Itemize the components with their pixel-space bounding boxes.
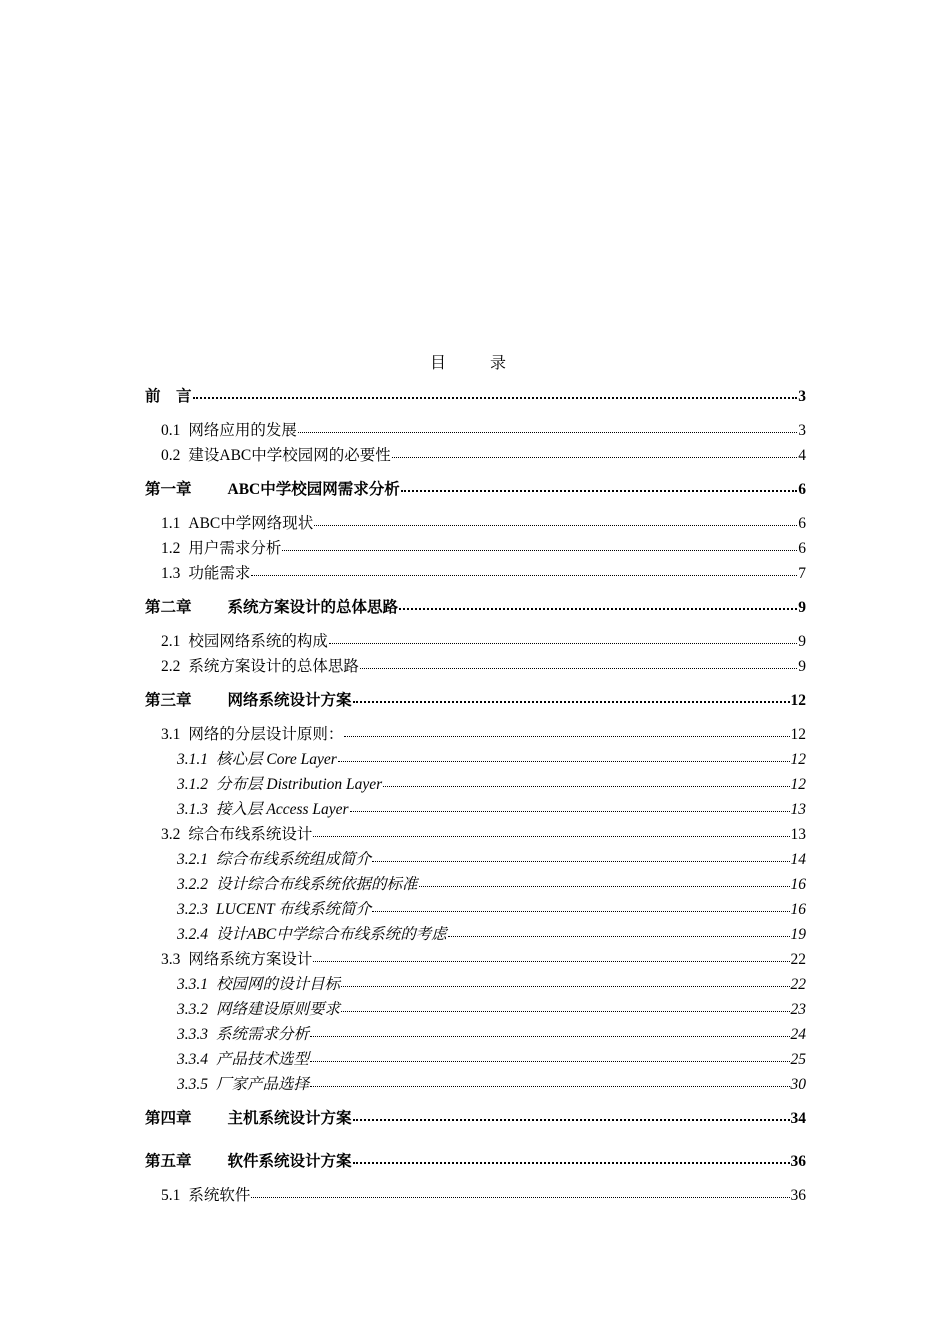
dot-leader — [350, 810, 790, 812]
dot-leader — [401, 489, 798, 492]
toc-entry-number: 3.3.4 — [177, 1051, 208, 1068]
toc-entry-page-number: 13 — [790, 801, 806, 818]
toc-entry-title: 网络的分层设计原则： — [188, 726, 344, 743]
toc-entry-section[interactable] — [145, 1183, 806, 1208]
toc-entry-section[interactable] — [145, 511, 806, 536]
toc-entry-number: 3.2.3 — [177, 901, 208, 918]
toc-entry-title: 功能需求 — [188, 565, 251, 582]
toc-entry-number: 1.1 — [161, 515, 181, 532]
dot-leader — [310, 1060, 789, 1062]
toc-entry-section[interactable] — [145, 561, 806, 586]
toc-title: 目 录 — [429, 355, 520, 372]
toc-entry-number: 3.1.1 — [177, 751, 208, 768]
toc-entry-page-number: 16 — [790, 901, 806, 918]
toc-entry-chapter[interactable] — [145, 688, 806, 722]
dot-leader — [193, 396, 798, 399]
toc-entry-page-number: 22 — [790, 951, 806, 968]
toc-entry-page-number: 12 — [790, 692, 806, 709]
toc-entry-section[interactable] — [145, 722, 806, 747]
toc-entry-page-number: 16 — [790, 876, 806, 893]
toc-entry-number: 3.2 — [161, 826, 181, 843]
toc-entry-number: 3.3.1 — [177, 976, 208, 993]
toc-entry-number: 3.3.2 — [177, 1001, 208, 1018]
dot-leader — [341, 985, 789, 987]
toc-entry-page-number: 3 — [798, 422, 806, 439]
toc-entry-chapter[interactable] — [145, 1149, 806, 1183]
toc-entry-title: 系统方案设计的总体思路 — [227, 599, 399, 616]
toc-entry-title: 系统软件 — [188, 1187, 251, 1204]
toc-entry-chapter[interactable] — [145, 1106, 806, 1140]
toc-entry-sub[interactable] — [145, 922, 806, 947]
toc-entry-title: 建设ABC中学校园网的必要性 — [188, 447, 391, 464]
dot-leader — [448, 935, 790, 937]
toc-entry-title: 网络系统设计方案 — [227, 692, 352, 709]
toc-entry-number: 3.3 — [161, 951, 181, 968]
toc-entry-title: 设计ABC中学综合布线系统的考虑 — [216, 926, 447, 943]
toc-entry-page-number: 36 — [790, 1153, 806, 1170]
dot-leader — [313, 835, 789, 837]
toc-entry-page-number: 34 — [790, 1110, 806, 1127]
dot-leader — [372, 860, 789, 862]
toc-entry-title: 网络建设原则要求 — [216, 1001, 341, 1018]
toc-entry-title: 校园网的设计目标 — [216, 976, 341, 993]
toc-entry-title: 产品技术选型 — [216, 1051, 310, 1068]
toc-entry-number: 5.1 — [161, 1187, 181, 1204]
dot-leader — [353, 1118, 790, 1121]
toc-entry-section[interactable] — [145, 654, 806, 679]
toc-entry-sub[interactable] — [145, 772, 806, 797]
toc-entry-page-number: 6 — [798, 540, 806, 557]
toc-entry-number: 3.3.5 — [177, 1076, 208, 1093]
toc-entry-sub[interactable] — [145, 747, 806, 772]
toc-entry-title: 综合布线系统组成简介 — [216, 851, 372, 868]
toc-entry-section[interactable] — [145, 443, 806, 468]
toc-entry-number: 2.2 — [161, 658, 181, 675]
toc-entry-sub[interactable] — [145, 1072, 806, 1097]
dot-leader — [353, 1161, 790, 1164]
dot-leader — [392, 456, 798, 458]
toc-entry-title: 系统需求分析 — [216, 1026, 310, 1043]
toc-entry-number: 3.2.1 — [177, 851, 208, 868]
toc-entry-sub[interactable] — [145, 1047, 806, 1072]
toc-entry-title: 用户需求分析 — [188, 540, 282, 557]
toc-entry-page-number: 30 — [790, 1076, 806, 1093]
toc-entry-page-number: 22 — [790, 976, 806, 993]
toc-entry-section[interactable] — [145, 536, 806, 561]
dot-leader — [344, 735, 789, 737]
toc-entry-page-number: 9 — [798, 633, 806, 650]
toc-entry-sub[interactable] — [145, 1022, 806, 1047]
toc-entry-title: 综合布线系统设计 — [188, 826, 313, 843]
toc-entry-page-number: 7 — [798, 565, 806, 582]
toc-entry-number: 3.3.3 — [177, 1026, 208, 1043]
dot-leader — [298, 431, 797, 433]
toc-entry-number: 3.1.2 — [177, 776, 208, 793]
toc-entry-page-number: 19 — [790, 926, 806, 943]
toc-entry-section[interactable] — [145, 629, 806, 654]
toc-entry-title: 设计综合布线系统依据的标准 — [216, 876, 418, 893]
dot-leader — [282, 549, 797, 551]
toc-entry-title: ABC中学校园网需求分析 — [227, 481, 400, 498]
toc-entry-number: 第一章 — [145, 481, 192, 498]
toc-entry-chapter[interactable] — [145, 384, 806, 418]
dot-leader — [338, 760, 790, 762]
toc-entry-sub[interactable] — [145, 972, 806, 997]
toc-entry-page-number: 36 — [790, 1187, 806, 1204]
toc-entry-page-number: 6 — [798, 481, 806, 498]
toc-entry-page-number: 12 — [790, 726, 806, 743]
toc-entry-title: 主机系统设计方案 — [227, 1110, 352, 1127]
toc-entry-title: 前 言 — [145, 388, 192, 405]
toc-entry-page-number: 12 — [790, 751, 806, 768]
toc-entry-title: 校园网络系统的构成 — [188, 633, 328, 650]
dot-leader — [341, 1010, 789, 1012]
dot-leader — [360, 667, 797, 669]
toc-entry-title: 分布层 Distribution Layer — [216, 776, 383, 793]
dot-leader — [251, 1196, 789, 1198]
dot-leader — [310, 1085, 789, 1087]
toc-entry-page-number: 9 — [798, 658, 806, 675]
toc-entry-section[interactable] — [145, 822, 806, 847]
toc-entry-page-number: 6 — [798, 515, 806, 532]
dot-leader — [251, 574, 797, 576]
toc-entry-sub[interactable] — [145, 897, 806, 922]
toc-entry-page-number: 12 — [790, 776, 806, 793]
toc-entry-page-number: 23 — [790, 1001, 806, 1018]
dot-leader — [372, 910, 789, 912]
toc-entry-page-number: 14 — [790, 851, 806, 868]
toc-entry-chapter[interactable] — [145, 595, 806, 629]
toc-entry-title: 软件系统设计方案 — [227, 1153, 352, 1170]
toc-entry-title: 网络应用的发展 — [188, 422, 297, 439]
toc-entry-section[interactable] — [145, 947, 806, 972]
toc-entry-page-number: 4 — [798, 447, 806, 464]
dot-leader — [313, 960, 789, 962]
toc-entry-sub[interactable] — [145, 797, 806, 822]
toc-entry-title: 系统方案设计的总体思路 — [188, 658, 359, 675]
toc-entry-page-number: 3 — [798, 388, 806, 405]
toc-entry-title: ABC中学网络现状 — [188, 515, 314, 532]
toc-entry-page-number: 25 — [790, 1051, 806, 1068]
toc-entry-title: 核心层 Core Layer — [216, 751, 337, 768]
table-of-contents — [145, 384, 806, 1208]
toc-entry-number: 0.2 — [161, 447, 181, 464]
dot-leader — [419, 885, 790, 887]
toc-entry-number: 第三章 — [145, 692, 192, 709]
toc-entry-number: 2.1 — [161, 633, 181, 650]
toc-entry-number: 1.3 — [161, 565, 181, 582]
dot-leader — [383, 785, 789, 787]
toc-entry-number: 3.1.3 — [177, 801, 208, 818]
toc-entry-number: 第二章 — [145, 599, 192, 616]
dot-leader — [353, 700, 790, 703]
toc-entry-number: 3.2.4 — [177, 926, 208, 943]
toc-entry-number: 0.1 — [161, 422, 181, 439]
toc-entry-page-number: 24 — [790, 1026, 806, 1043]
toc-entry-page-number: 13 — [790, 826, 806, 843]
toc-entry-sub[interactable] — [145, 997, 806, 1022]
toc-entry-title: 厂家产品选择 — [216, 1076, 310, 1093]
toc-entry-title: LUCENT 布线系统简介 — [216, 901, 372, 918]
toc-entry-sub[interactable] — [145, 847, 806, 872]
toc-entry-number: 3.1 — [161, 726, 181, 743]
dot-leader — [310, 1035, 789, 1037]
toc-entry-chapter[interactable] — [145, 477, 806, 511]
toc-entry-number: 第五章 — [145, 1153, 192, 1170]
dot-leader — [329, 642, 797, 644]
dot-leader — [314, 524, 797, 526]
toc-entry-title: 网络系统方案设计 — [188, 951, 313, 968]
toc-entry-title: 接入层 Access Layer — [216, 801, 349, 818]
toc-entry-sub[interactable] — [145, 872, 806, 897]
toc-entry-number: 第四章 — [145, 1110, 192, 1127]
toc-entry-number: 1.2 — [161, 540, 181, 557]
dot-leader — [399, 607, 797, 610]
toc-entry-page-number: 9 — [798, 599, 806, 616]
toc-entry-number: 3.2.2 — [177, 876, 208, 893]
toc-entry-section[interactable] — [145, 418, 806, 443]
